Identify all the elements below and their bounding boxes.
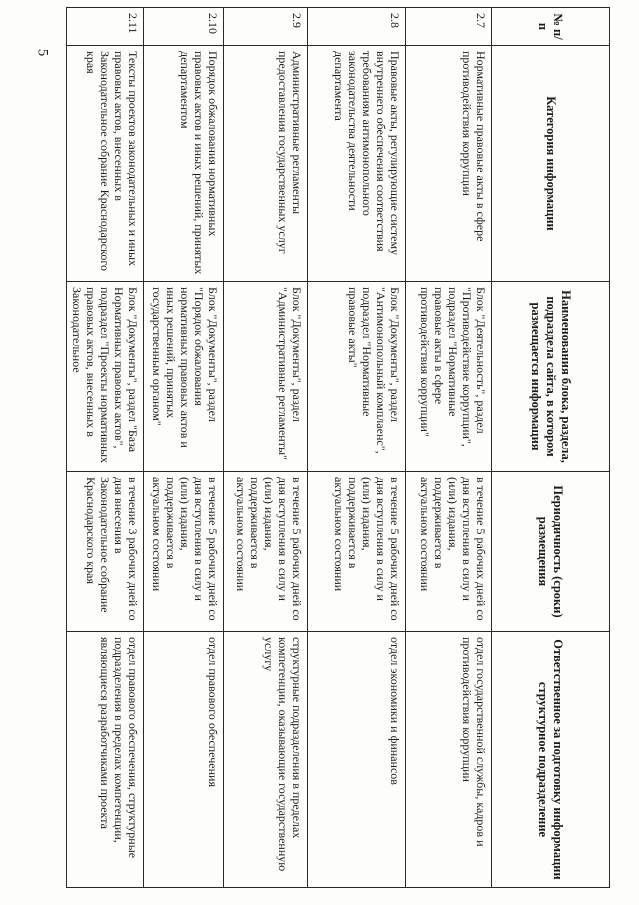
- row-number: 2.7: [406, 8, 492, 46]
- row-block: Блок "Документы", раздел "Антимонопольный комплаенс", подраздел "Нормативные правовые акты": [308, 282, 406, 472]
- header-periodicity: Периодичность (сроки) размещения: [492, 472, 610, 632]
- row-number: 2.11: [67, 8, 144, 46]
- row-periodicity: в течение 5 рабочих дней со дня вступления в силу и (или) издания, поддерживается в актуальном состоянии: [144, 472, 224, 632]
- row-responsible: структурные подразделения в пределах компетенции, оказывающие государственную услугу: [224, 632, 308, 888]
- table-row: [308, 8, 406, 888]
- row-number: 2.9: [224, 8, 308, 46]
- row-category: Правовые акты, регулирующие систему внутреннего обеспечения соответствия требованиям антимонопольного законодательства деятельности департамента: [308, 46, 406, 282]
- row-periodicity: в течение 3 рабочих дней со дня внесения в Законодательное собрание Краснодарского края: [67, 472, 144, 632]
- row-periodicity: в течение 5 рабочих дней со дня вступления в силу и (или) издания, поддерживается в актуальном состоянии: [406, 472, 492, 632]
- row-responsible: отдел правового обеспечения, структурные подразделения в пределах компетенции, являющиеся разработчиками проекта: [67, 632, 144, 888]
- header-category: Категория информации: [492, 46, 610, 282]
- header-block: Наименования блока, раздела, подраздела сайта, в котором размещается информация: [492, 282, 610, 472]
- row-block: Блок "Документы", раздел "Порядок обжалования нормативных правовых актов и иных решений, принятых государственным органом": [144, 282, 224, 472]
- table-row: [67, 8, 144, 888]
- table-row: [224, 8, 308, 888]
- table-header-row: [492, 8, 610, 888]
- row-periodicity: в течение 5 рабочих дней со дня вступления в силу и (или) издания, поддерживается в актуальном состоянии: [224, 472, 308, 632]
- row-number: 2.10: [144, 8, 224, 46]
- row-block: Блок "Документы", раздел "База Нормативных правовых актов", подраздел "Проекты нормативных правовых актов, внесенных в Законодательное: [67, 282, 144, 472]
- table-row: [144, 8, 224, 888]
- information-registry-table: [66, 7, 610, 888]
- table-row: [406, 8, 492, 888]
- header-number: № п/п: [492, 8, 610, 46]
- row-category: Тексты проектов законодательных и иных правовых актов, внесенных в Законодательное собрание Краснодарского края: [67, 46, 144, 282]
- row-responsible: отдел экономики и финансов: [308, 632, 406, 888]
- rotated-table-container: [70, 7, 610, 887]
- row-responsible: отдел правового обеспечения: [144, 632, 224, 888]
- header-responsible: Ответственное за подготовку информации структурное подразделение: [492, 632, 610, 888]
- row-responsible: отдел государственной службы, кадров и противодействия коррупции: [406, 632, 492, 888]
- row-block: Блок "Деятельность", раздел "Противодействие коррупции", подраздел "Нормативные правовые акты в сфере противодействия коррупции": [406, 282, 492, 472]
- page-number: 5: [34, 48, 51, 57]
- row-block: Блок "Документы", раздел "Административные регламенты": [224, 282, 308, 472]
- row-category: Нормативные правовые акты в сфере противодействия коррупции: [406, 46, 492, 282]
- document-sheet: [70, 7, 610, 887]
- row-category: Административные регламенты предоставления государственных услуг: [224, 46, 308, 282]
- row-number: 2.8: [308, 8, 406, 46]
- row-periodicity: в течение 5 рабочих дней со дня вступления в силу и (или) издания, поддерживается в актуальном состоянии: [308, 472, 406, 632]
- row-category: Порядок обжалования нормативных правовых актов и иных решений, принятых департаментом: [144, 46, 224, 282]
